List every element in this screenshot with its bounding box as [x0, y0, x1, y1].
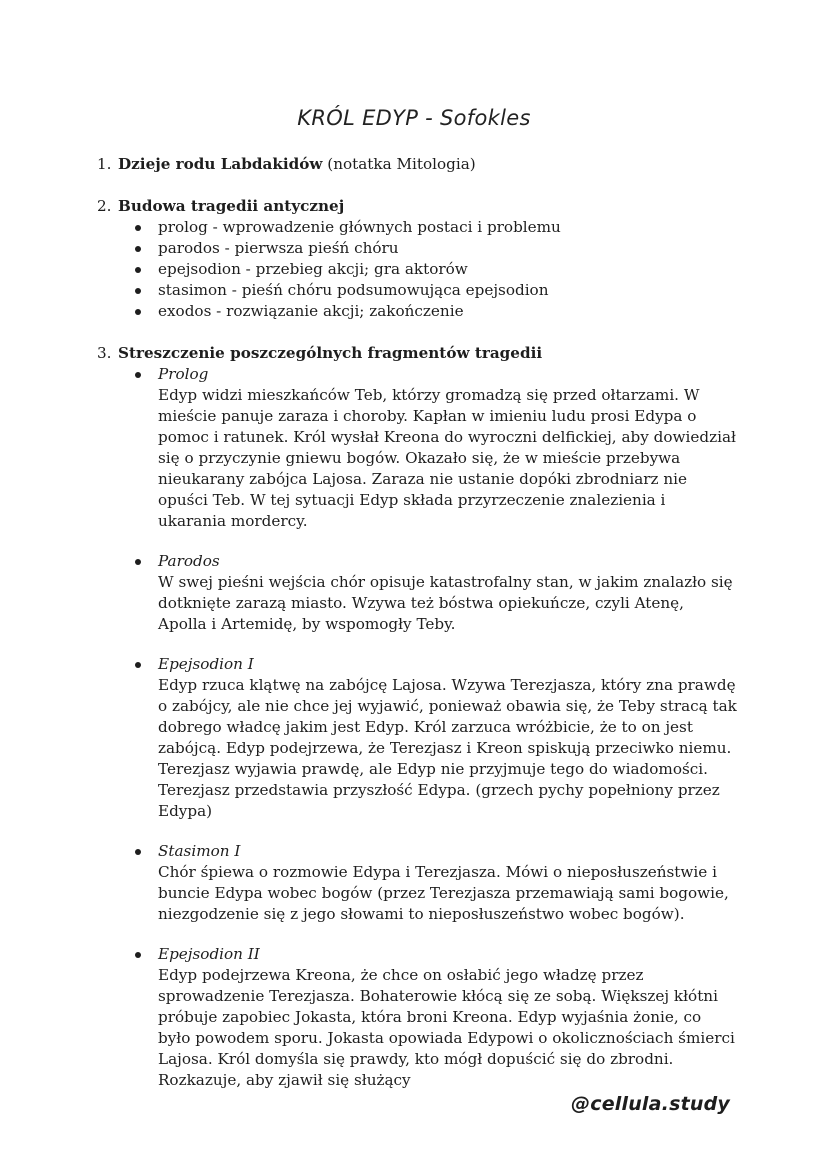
part-text: Edyp rzuca klątwę na zabójcę Lajosa. Wzywa Terezjasza, który zna prawdę o zabójcy, ale nie chce jej wyjawić, ponieważ obawia się, że Teby stracą tak dobrego władcę jakim jest Edyp. Król zarzuca wróżbicie, że to on jest zabójcą. Edyp podejrzewa, że Terezjasz i Kreon spiskują przeciwko niemu. Terezjasz wyjawia prawdę, ale Edyp nie przyjmuje tego do wiadomości. Terezjasz przedstawia przyszłość Edypa. (grzech pychy popełniony przez Edypa)	[158, 676, 737, 820]
part-name: Prolog	[158, 365, 209, 383]
section-2	[97, 196, 737, 322]
list-item	[97, 944, 737, 1091]
section-note: (notatka Mitologia)	[322, 155, 476, 173]
section-3	[97, 343, 737, 1091]
page-title: KRÓL EDYP - Sofokles	[297, 106, 531, 130]
part-name: Epejsodion II	[158, 945, 260, 963]
section-1	[97, 154, 737, 175]
list-item: epejsodion - przebieg akcji; gra aktorów	[97, 259, 737, 280]
signature: @cellula.study	[571, 1093, 730, 1115]
section-title: Dzieje rodu Labdakidów	[118, 155, 323, 173]
section-heading	[97, 154, 737, 175]
list-item	[97, 654, 737, 822]
list-item: parodos - pierwsza pieśń chóru	[97, 238, 737, 259]
list-item	[97, 841, 737, 925]
list-item: prolog - wprowadzenie głównych postaci i problemu	[97, 217, 737, 238]
part-name: Epejsodion I	[158, 655, 254, 673]
section-heading	[97, 343, 737, 364]
section-title: Streszczenie poszczególnych fragmentów tragedii	[118, 344, 543, 362]
list-item: exodos - rozwiązanie akcji; zakończenie	[97, 301, 737, 322]
part-text: Edyp widzi mieszkańców Teb, którzy gromadzą się przed ołtarzami. W mieście panuje zaraza i choroby. Kapłan w imieniu ludu prosi Edypa o pomoc i ratunek. Król wysłał Kreona do wyroczni delfickiej, aby dowiedział się o przyczynie gniewu bogów. Okazało się, że w mieście przebywa nieukarany zabójca Lajosa. Zaraza nie ustanie dopóki zbrodniarz nie opuści Teb. W tej sytuacji Edyp składa przyrzeczenie znalezienia i ukarania mordercy.	[158, 386, 736, 530]
list-item: stasimon - pieśń chóru podsumowująca epejsodion	[97, 280, 737, 301]
list-item	[97, 551, 737, 635]
part-text: W swej pieśni wejścia chór opisuje katastrofalny stan, w jakim znalazło się dotknięte zarazą miasto. Wzywa też bóstwa opiekuńcze, czyli Atenę, Apolla i Artemidę, by wspomogły Teby.	[158, 573, 733, 633]
section-number: 1.	[97, 155, 112, 173]
section-number: 3.	[97, 344, 112, 362]
summary-list	[97, 364, 737, 1091]
part-name: Stasimon I	[158, 842, 241, 860]
part-name: Parodos	[158, 552, 220, 570]
section-title: Budowa tragedii antycznej	[118, 197, 345, 215]
section-heading	[97, 196, 737, 217]
list-item	[97, 364, 737, 532]
section-number: 2.	[97, 197, 112, 215]
part-text: Edyp podejrzewa Kreona, że chce on osłabić jego władzę przez sprowadzenie Terezjasza. Bohaterowie kłócą się ze sobą. Większej kłótni próbuje zapobiec Jokasta, która broni Kreona. Edyp wyjaśnia żonie, co było powodem sporu. Jokasta opowiada Edypowi o okolicznościach śmierci Lajosa. Król domyśla się prawdy, kto mógł dopuścić się do zbrodni. Rozkazuje, aby zjawił się służący	[158, 966, 735, 1089]
structure-list	[97, 217, 737, 322]
part-text: Chór śpiewa o rozmowie Edypa i Terezjasza. Mówi o nieposłuszeństwie i buncie Edypa wobec bogów (przez Terezjasza przemawiają sami bogowie, niezgodzenie się z jego słowami to nieposłuszeństwo wobec bogów).	[158, 863, 729, 923]
